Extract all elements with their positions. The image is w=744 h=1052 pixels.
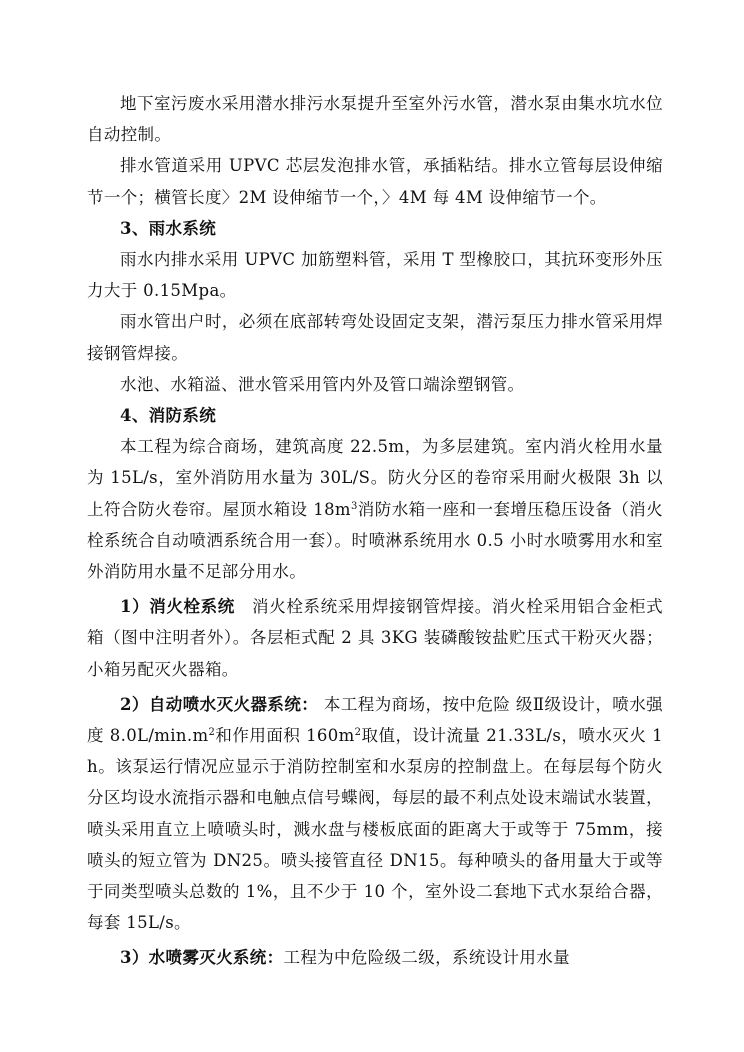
sprinkler-text-b: 和作用面积 160m [215,726,355,746]
fire-overview-text-a: 本工程为综合商场，建筑高度 22.5m，为多层建筑。室内消火栓用水量为 15L/s，室外消防用水量为 30L/S。防火分区的卷帘采用耐火极限 3h 以上符合防火卷帘。屋顶水箱设 18m [87,437,663,519]
fire-overview-text-b: 消防水箱一座和一套增压稳压设备（消火栓系统合自动喷洒系统合用一套）。时喷淋系统用水 0.5 小时水喷雾用水和室外消防用水量不足部分用水。 [87,499,663,582]
sprinkler-system-title: 2）自动喷水灭火器系统： [120,694,319,714]
heading-fire-system: 4、消防系统 [120,406,217,426]
paragraph-rainwater-pipes: 雨水内排水采用 UPVC 加筋塑料管，采用 T 型橡胶口，其抗环变形外压力大于 0.15Mpa。 [87,250,663,301]
paragraph-drain-pipes: 排水管道采用 UPVC 芯层发泡排水管，承插粘结。排水立管每层设伸缩节一个；横管长度〉2M 设伸缩节一个，〉4M 每 4M 设伸缩节一个。 [87,156,663,207]
paragraph-water-mist-system [87,942,663,973]
sprinkler-text-a: 本工程为商场，按中危险 级Ⅱ级设计，喷水强度 8.0L/min.m [87,694,664,746]
paragraph-hydrant-system [87,591,663,685]
water-mist-system-title: 3）水喷雾灭火系统： [120,948,284,968]
water-mist-system-text: 工程为中危险级二级，系统设计用水量 [283,948,570,968]
paragraph-tank-overflow: 水池、水箱溢、泄水管采用管内外及管口端涂塑钢管。 [120,374,525,394]
sprinkler-superscript-1: 2 [208,727,216,739]
hydrant-system-text: 消火栓系统采用焊接钢管焊接。消火栓采用铝合金柜式箱（图中注明者外）。各层柜式配 2 具 3KG 装磷酸铵盐贮压式干粉灭火器；小箱另配灭火器箱。 [87,597,663,679]
paragraph-fire-overview [87,431,663,587]
paragraph-sprinkler-system [87,689,663,939]
sprinkler-superscript-2: 2 [354,727,362,739]
document-page [87,88,663,974]
fire-overview-superscript: 3 [350,500,358,512]
hydrant-system-title: 1）消火栓系统 [120,597,235,617]
paragraph-basement-drainage: 地下室污废水采用潜水排污水泵提升至室外污水管，潜水泵由集水坑水位自动控制。 [87,94,663,145]
sprinkler-text-c: 取值，设计流量 21.33L/s，喷水灭火 1h。该泵运行情况应显示于消防控制室和水泵房的控制盘上。在每层每个防火分区均设水流指示器和电触点信号蝶阀，每层的最不利点处设末端试水装置，喷头采用直立上喷喷头时，溅水盘与楼板底面的距离大于或等于 75mm，接喷头的短立管为 DN25。喷头接管直径 DN15。每种喷头的备用量大于或等于同类型喷头总数的 1%，且不少于 10 个，室外设二套地下式水泵给合器，每套 15L/s。 [87,726,663,933]
paragraph-rainwater-outlet: 雨水管出户时，必须在底部转弯处设固定支架，潜污泵压力排水管采用焊接钢管焊接。 [87,312,663,363]
heading-rainwater-system: 3、雨水系统 [120,218,217,238]
